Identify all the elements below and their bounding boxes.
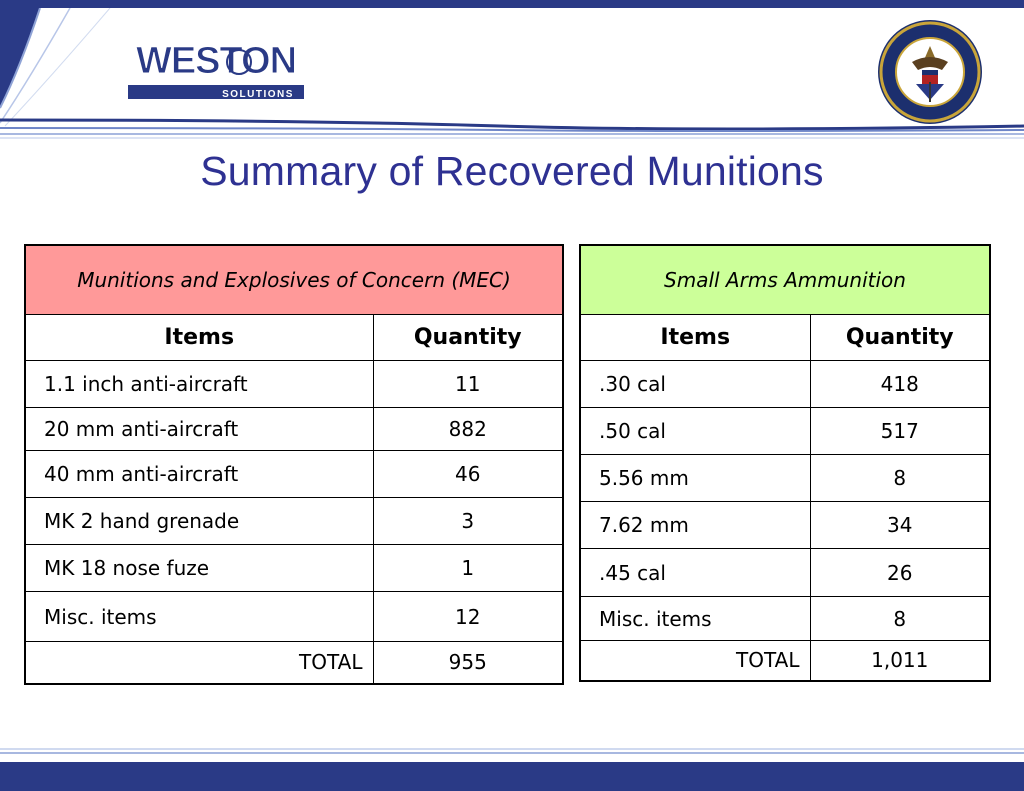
sa-item: Misc. items bbox=[580, 597, 810, 641]
mec-item: 1.1 inch anti-aircraft bbox=[25, 361, 373, 408]
total-row bbox=[580, 641, 990, 681]
sa-total-label: TOTAL bbox=[580, 641, 810, 681]
mec-qty: 1 bbox=[373, 545, 563, 592]
sa-item: 5.56 mm bbox=[580, 455, 810, 502]
mec-qty: 46 bbox=[373, 451, 563, 498]
table-row bbox=[25, 545, 563, 592]
mec-total-label: TOTAL bbox=[25, 642, 373, 684]
header-divider-lines bbox=[0, 118, 1024, 140]
table-row bbox=[580, 361, 990, 408]
sa-qty: 517 bbox=[810, 408, 990, 455]
top-banner bbox=[0, 0, 1024, 8]
mec-table-header: Munitions and Explosives of Concern (MEC) bbox=[25, 245, 563, 315]
logo-wordmark: WESTON bbox=[135, 45, 297, 82]
mec-item: MK 18 nose fuze bbox=[25, 545, 373, 592]
footer-banner bbox=[0, 762, 1024, 791]
mec-item: Misc. items bbox=[25, 592, 373, 642]
sa-item: .30 cal bbox=[580, 361, 810, 408]
small-arms-table bbox=[579, 244, 991, 682]
sa-col-items: Items bbox=[580, 315, 810, 361]
table-row bbox=[580, 408, 990, 455]
table-row bbox=[580, 502, 990, 549]
mec-item: 20 mm anti-aircraft bbox=[25, 408, 373, 451]
footer-divider-lines bbox=[0, 748, 1024, 756]
table-row bbox=[25, 408, 563, 451]
table-row bbox=[25, 592, 563, 642]
sa-total-value: 1,011 bbox=[810, 641, 990, 681]
sa-qty: 8 bbox=[810, 455, 990, 502]
mec-table bbox=[24, 244, 564, 685]
page-title: Summary of Recovered Munitions bbox=[200, 148, 824, 194]
mec-qty: 882 bbox=[373, 408, 563, 451]
sa-qty: 34 bbox=[810, 502, 990, 549]
weston-logo bbox=[126, 45, 306, 103]
sa-item: 7.62 mm bbox=[580, 502, 810, 549]
table-row bbox=[25, 451, 563, 498]
sa-table-header: Small Arms Ammunition bbox=[580, 245, 990, 315]
mec-qty: 3 bbox=[373, 498, 563, 545]
table-row bbox=[580, 597, 990, 641]
mec-item: MK 2 hand grenade bbox=[25, 498, 373, 545]
total-row bbox=[25, 642, 563, 684]
sa-col-quantity: Quantity bbox=[810, 315, 990, 361]
sa-qty: 8 bbox=[810, 597, 990, 641]
sa-item: .45 cal bbox=[580, 549, 810, 597]
sa-item: .50 cal bbox=[580, 408, 810, 455]
mec-col-quantity: Quantity bbox=[373, 315, 563, 361]
table-row bbox=[580, 455, 990, 502]
sa-qty: 26 bbox=[810, 549, 990, 597]
mec-total-value: 955 bbox=[373, 642, 563, 684]
mec-qty: 11 bbox=[373, 361, 563, 408]
mec-col-items: Items bbox=[25, 315, 373, 361]
mec-qty: 12 bbox=[373, 592, 563, 642]
table-row bbox=[580, 549, 990, 597]
table-row bbox=[25, 361, 563, 408]
logo-subtext: SOLUTIONS bbox=[222, 89, 294, 100]
mec-item: 40 mm anti-aircraft bbox=[25, 451, 373, 498]
table-row bbox=[25, 498, 563, 545]
sa-qty: 418 bbox=[810, 361, 990, 408]
navfac-seal-icon bbox=[876, 18, 984, 126]
